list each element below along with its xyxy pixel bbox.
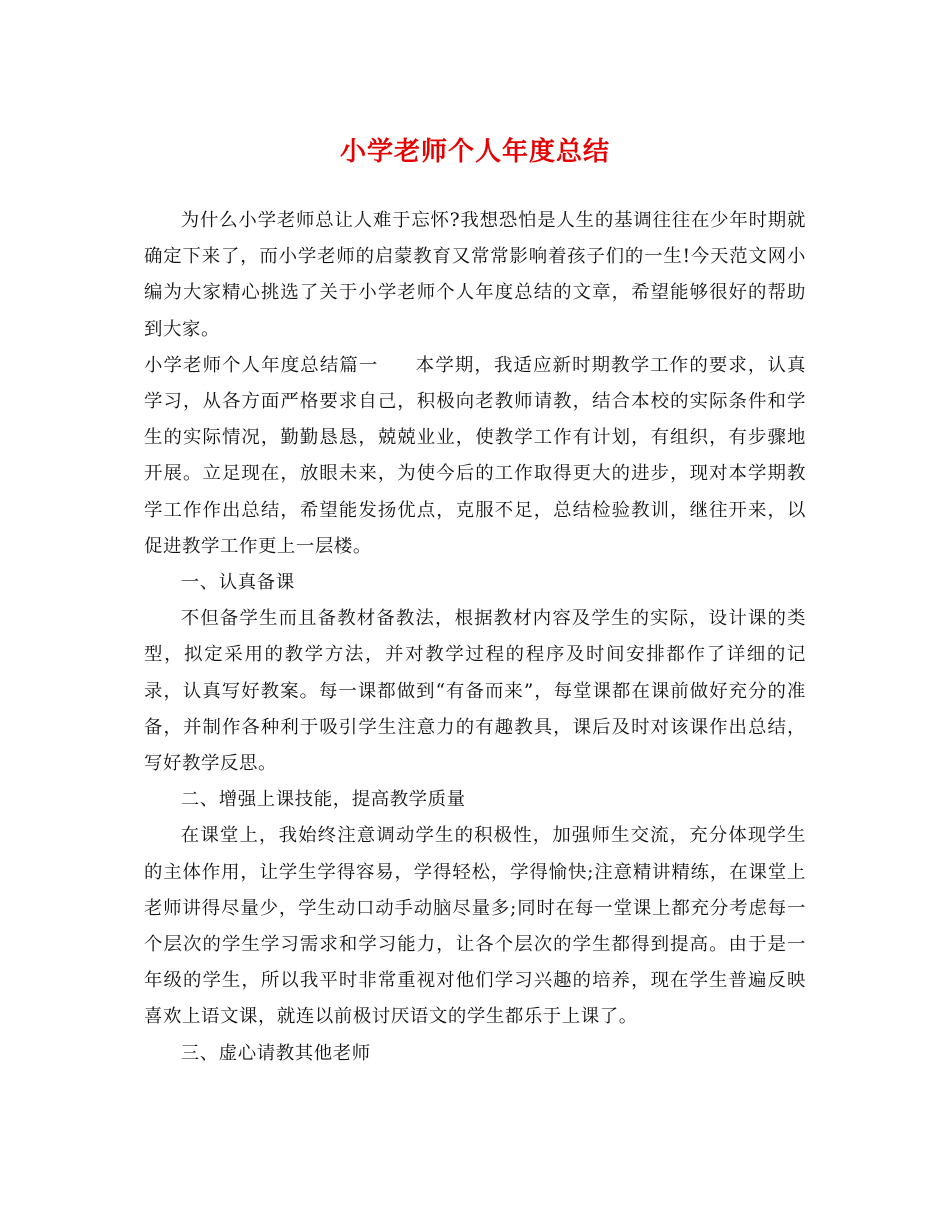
section-intro-paragraph xyxy=(144,348,806,565)
heading-consult-teachers: 三、虚心请教其他老师 xyxy=(180,1042,371,1064)
intro-paragraph: 为什么小学老师总让人难于忘怀?我想恐怕是人生的基调往往在少年时期就确定下来了，而小学老师的启蒙教育又常常影响着孩子们的一生!今天范文网小编为大家精心挑选了关于小学老师个人年度总结的文章，希望能够很好的帮助到大家。 xyxy=(144,210,806,340)
section-label: 小学老师个人年度总结篇一 xyxy=(144,354,379,376)
paragraph-prepare-lessons: 不但备学生而且备教材备教法，根据教材内容及学生的实际，设计课的类型，拟定采用的教学方法，并对教学过程的程序及时间安排都作了详细的记录，认真写好教案。每一课都做到“有备而来”，每堂课都在课前做好充分的准备，并制作各种利于吸引学生注意力的有趣教具，课后及时对该课作出总结，写好教学反思。 xyxy=(144,608,806,775)
section-intro-text: 本学期，我适应新时期教学工作的要求，认真学习，从各方面严格要求自己，积极向老教师请教，结合本校的实际条件和学生的实际情况，勤勤恳恳，兢兢业业，使教学工作有计划，有组织，有步骤地开展。立足现在，放眼未来，为使今后的工作取得更大的进步，现对本学期教学工作作出总结，希望能发扬优点，克服不足，总结检验教训，继往开来，以促进教学工作更上一层楼。 xyxy=(144,354,806,557)
heading-teaching-skills: 二、增强上课技能，提高教学质量 xyxy=(180,789,466,811)
heading-prepare-lessons: 一、认真备课 xyxy=(180,572,295,594)
paragraph-teaching-skills: 在课堂上，我始终注意调动学生的积极性，加强师生交流，充分体现学生的主体作用，让学生学得容易，学得轻松，学得愉快;注意精讲精练，在课堂上老师讲得尽量少，学生动口动手动脑尽量多;同时在每一堂课上都充分考虑每一个层次的学生学习需求和学习能力，让各个层次的学生都得到提高。由于是一年级的学生，所以我平时非常重视对他们学习兴趣的培养，现在学生普遍反映喜欢上语文课，就连以前极讨厌语文的学生都乐于上课了。 xyxy=(144,825,806,1028)
document-title: 小学老师个人年度总结 xyxy=(339,137,610,167)
document-body xyxy=(144,203,806,1072)
